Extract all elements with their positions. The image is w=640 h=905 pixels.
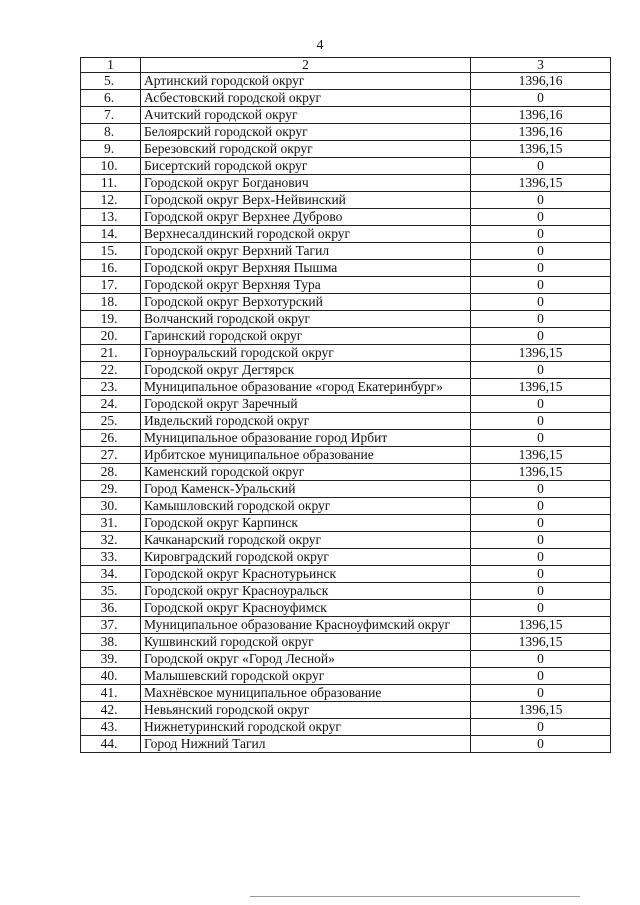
row-number: 23. xyxy=(81,379,141,396)
table-row xyxy=(81,294,611,311)
row-number: 26. xyxy=(81,430,141,447)
row-number: 15. xyxy=(81,243,141,260)
table-row xyxy=(81,226,611,243)
row-number: 28. xyxy=(81,464,141,481)
row-value: 0 xyxy=(471,719,611,736)
table-row xyxy=(81,175,611,192)
row-number: 29. xyxy=(81,481,141,498)
row-value: 0 xyxy=(471,362,611,379)
row-name: Городской округ «Город Лесной» xyxy=(141,651,471,668)
row-name: Каменский городской округ xyxy=(141,464,471,481)
row-number: 18. xyxy=(81,294,141,311)
row-name: Кушвинский городской округ xyxy=(141,634,471,651)
table-row xyxy=(81,583,611,600)
row-value: 0 xyxy=(471,685,611,702)
row-number: 25. xyxy=(81,413,141,430)
table-row xyxy=(81,311,611,328)
table-row xyxy=(81,651,611,668)
row-name: Асбестовский городской округ xyxy=(141,90,471,107)
row-name: Городской округ Богданович xyxy=(141,175,471,192)
table-row xyxy=(81,719,611,736)
row-value: 1396,15 xyxy=(471,141,611,158)
row-number: 35. xyxy=(81,583,141,600)
table-row xyxy=(81,328,611,345)
row-value: 0 xyxy=(471,158,611,175)
row-name: Городской округ Карпинск xyxy=(141,515,471,532)
row-number: 11. xyxy=(81,175,141,192)
table-body xyxy=(81,58,611,753)
row-number: 39. xyxy=(81,651,141,668)
row-name: Городской округ Верх-Нейвинский xyxy=(141,192,471,209)
row-number: 13. xyxy=(81,209,141,226)
table-row xyxy=(81,396,611,413)
row-name: Невьянский городской округ xyxy=(141,702,471,719)
row-value: 0 xyxy=(471,294,611,311)
row-name: Нижнетуринский городской округ xyxy=(141,719,471,736)
table-row xyxy=(81,617,611,634)
row-number: 14. xyxy=(81,226,141,243)
row-value: 0 xyxy=(471,498,611,515)
row-name: Березовский городской округ xyxy=(141,141,471,158)
row-name: Городской округ Красноуральск xyxy=(141,583,471,600)
header-cell-3: 3 xyxy=(471,58,611,73)
row-value: 0 xyxy=(471,515,611,532)
row-number: 43. xyxy=(81,719,141,736)
data-table xyxy=(80,57,611,753)
page-number: 4 xyxy=(316,38,324,53)
row-number: 17. xyxy=(81,277,141,294)
table-row xyxy=(81,124,611,141)
row-value: 0 xyxy=(471,277,611,294)
row-name: Городской округ Краснотурьинск xyxy=(141,566,471,583)
row-value: 0 xyxy=(471,243,611,260)
row-number: 9. xyxy=(81,141,141,158)
row-number: 21. xyxy=(81,345,141,362)
row-value: 0 xyxy=(471,736,611,753)
row-number: 24. xyxy=(81,396,141,413)
table-row xyxy=(81,498,611,515)
row-name: Артинский городской округ xyxy=(141,73,471,90)
row-value: 1396,15 xyxy=(471,345,611,362)
row-number: 33. xyxy=(81,549,141,566)
table-row xyxy=(81,430,611,447)
row-value: 0 xyxy=(471,192,611,209)
row-value: 0 xyxy=(471,209,611,226)
row-value: 1396,15 xyxy=(471,464,611,481)
table-row xyxy=(81,702,611,719)
row-value: 0 xyxy=(471,260,611,277)
table-row xyxy=(81,736,611,753)
row-value: 0 xyxy=(471,668,611,685)
row-value: 0 xyxy=(471,566,611,583)
row-value: 1396,16 xyxy=(471,107,611,124)
row-number: 42. xyxy=(81,702,141,719)
row-name: Городской округ Верхнее Дуброво xyxy=(141,209,471,226)
row-value: 1396,15 xyxy=(471,634,611,651)
table-row xyxy=(81,243,611,260)
row-name: Городской округ Дегтярск xyxy=(141,362,471,379)
row-number: 41. xyxy=(81,685,141,702)
row-name: Муниципальное образование Красноуфимский округ xyxy=(141,617,471,634)
table-row xyxy=(81,379,611,396)
row-value: 0 xyxy=(471,481,611,498)
table-row xyxy=(81,277,611,294)
row-name: Белоярский городской округ xyxy=(141,124,471,141)
row-number: 10. xyxy=(81,158,141,175)
header-cell-1: 1 xyxy=(81,58,141,73)
row-name: Камышловский городской округ xyxy=(141,498,471,515)
row-number: 5. xyxy=(81,73,141,90)
row-name: Городской округ Верхний Тагил xyxy=(141,243,471,260)
row-value: 0 xyxy=(471,430,611,447)
row-name: Город Каменск-Уральский xyxy=(141,481,471,498)
row-number: 8. xyxy=(81,124,141,141)
row-name: Кировградский городской округ xyxy=(141,549,471,566)
row-name: Муниципальное образование город Ирбит xyxy=(141,430,471,447)
row-name: Городской округ Красноуфимск xyxy=(141,600,471,617)
row-number: 20. xyxy=(81,328,141,345)
row-name: Городской округ Верхняя Пышма xyxy=(141,260,471,277)
row-number: 30. xyxy=(81,498,141,515)
row-value: 0 xyxy=(471,311,611,328)
row-name: Городской округ Заречный xyxy=(141,396,471,413)
row-number: 44. xyxy=(81,736,141,753)
row-number: 32. xyxy=(81,532,141,549)
row-value: 1396,15 xyxy=(471,617,611,634)
row-value: 0 xyxy=(471,600,611,617)
table-row xyxy=(81,158,611,175)
table-row xyxy=(81,481,611,498)
row-value: 0 xyxy=(471,413,611,430)
table-row xyxy=(81,549,611,566)
row-name: Верхнесалдинский городской округ xyxy=(141,226,471,243)
row-number: 34. xyxy=(81,566,141,583)
table-row xyxy=(81,90,611,107)
table-row xyxy=(81,192,611,209)
row-number: 19. xyxy=(81,311,141,328)
table-row xyxy=(81,532,611,549)
row-value: 0 xyxy=(471,583,611,600)
row-value: 0 xyxy=(471,549,611,566)
row-value: 0 xyxy=(471,90,611,107)
row-number: 38. xyxy=(81,634,141,651)
row-name: Ирбитское муниципальное образование xyxy=(141,447,471,464)
table-row xyxy=(81,73,611,90)
table-row xyxy=(81,413,611,430)
row-value: 1396,15 xyxy=(471,447,611,464)
row-number: 12. xyxy=(81,192,141,209)
table-row xyxy=(81,464,611,481)
table-row xyxy=(81,634,611,651)
row-number: 7. xyxy=(81,107,141,124)
table-row xyxy=(81,141,611,158)
row-number: 27. xyxy=(81,447,141,464)
table-row xyxy=(81,566,611,583)
row-number: 40. xyxy=(81,668,141,685)
row-value: 0 xyxy=(471,532,611,549)
row-value: 1396,16 xyxy=(471,124,611,141)
row-number: 22. xyxy=(81,362,141,379)
row-name: Малышевский городской округ xyxy=(141,668,471,685)
table-row xyxy=(81,685,611,702)
row-value: 0 xyxy=(471,396,611,413)
row-value: 1396,16 xyxy=(471,73,611,90)
row-name: Горноуральский городской округ xyxy=(141,345,471,362)
row-value: 1396,15 xyxy=(471,702,611,719)
row-number: 36. xyxy=(81,600,141,617)
table-row xyxy=(81,515,611,532)
row-name: Качканарский городской округ xyxy=(141,532,471,549)
row-name: Гаринский городской округ xyxy=(141,328,471,345)
table-row xyxy=(81,260,611,277)
row-name: Городской округ Верхняя Тура xyxy=(141,277,471,294)
table-row xyxy=(81,600,611,617)
bottom-rule xyxy=(250,896,580,897)
row-number: 6. xyxy=(81,90,141,107)
row-value: 0 xyxy=(471,328,611,345)
row-name: Городской округ Верхотурский xyxy=(141,294,471,311)
row-value: 1396,15 xyxy=(471,379,611,396)
table-header-row xyxy=(81,58,611,73)
row-name: Бисертский городской округ xyxy=(141,158,471,175)
table-row xyxy=(81,107,611,124)
row-name: Город Нижний Тагил xyxy=(141,736,471,753)
row-name: Махнёвское муниципальное образование xyxy=(141,685,471,702)
header-cell-2: 2 xyxy=(141,58,471,73)
row-name: Ачитский городской округ xyxy=(141,107,471,124)
table-row xyxy=(81,362,611,379)
row-name: Волчанский городской округ xyxy=(141,311,471,328)
table-row xyxy=(81,209,611,226)
row-value: 0 xyxy=(471,226,611,243)
table-row xyxy=(81,668,611,685)
table-row xyxy=(81,447,611,464)
row-number: 16. xyxy=(81,260,141,277)
table-row xyxy=(81,345,611,362)
row-value: 0 xyxy=(471,651,611,668)
row-name: Муниципальное образование «город Екатеринбург» xyxy=(141,379,471,396)
row-value: 1396,15 xyxy=(471,175,611,192)
row-number: 31. xyxy=(81,515,141,532)
row-number: 37. xyxy=(81,617,141,634)
row-name: Ивдельский городской округ xyxy=(141,413,471,430)
